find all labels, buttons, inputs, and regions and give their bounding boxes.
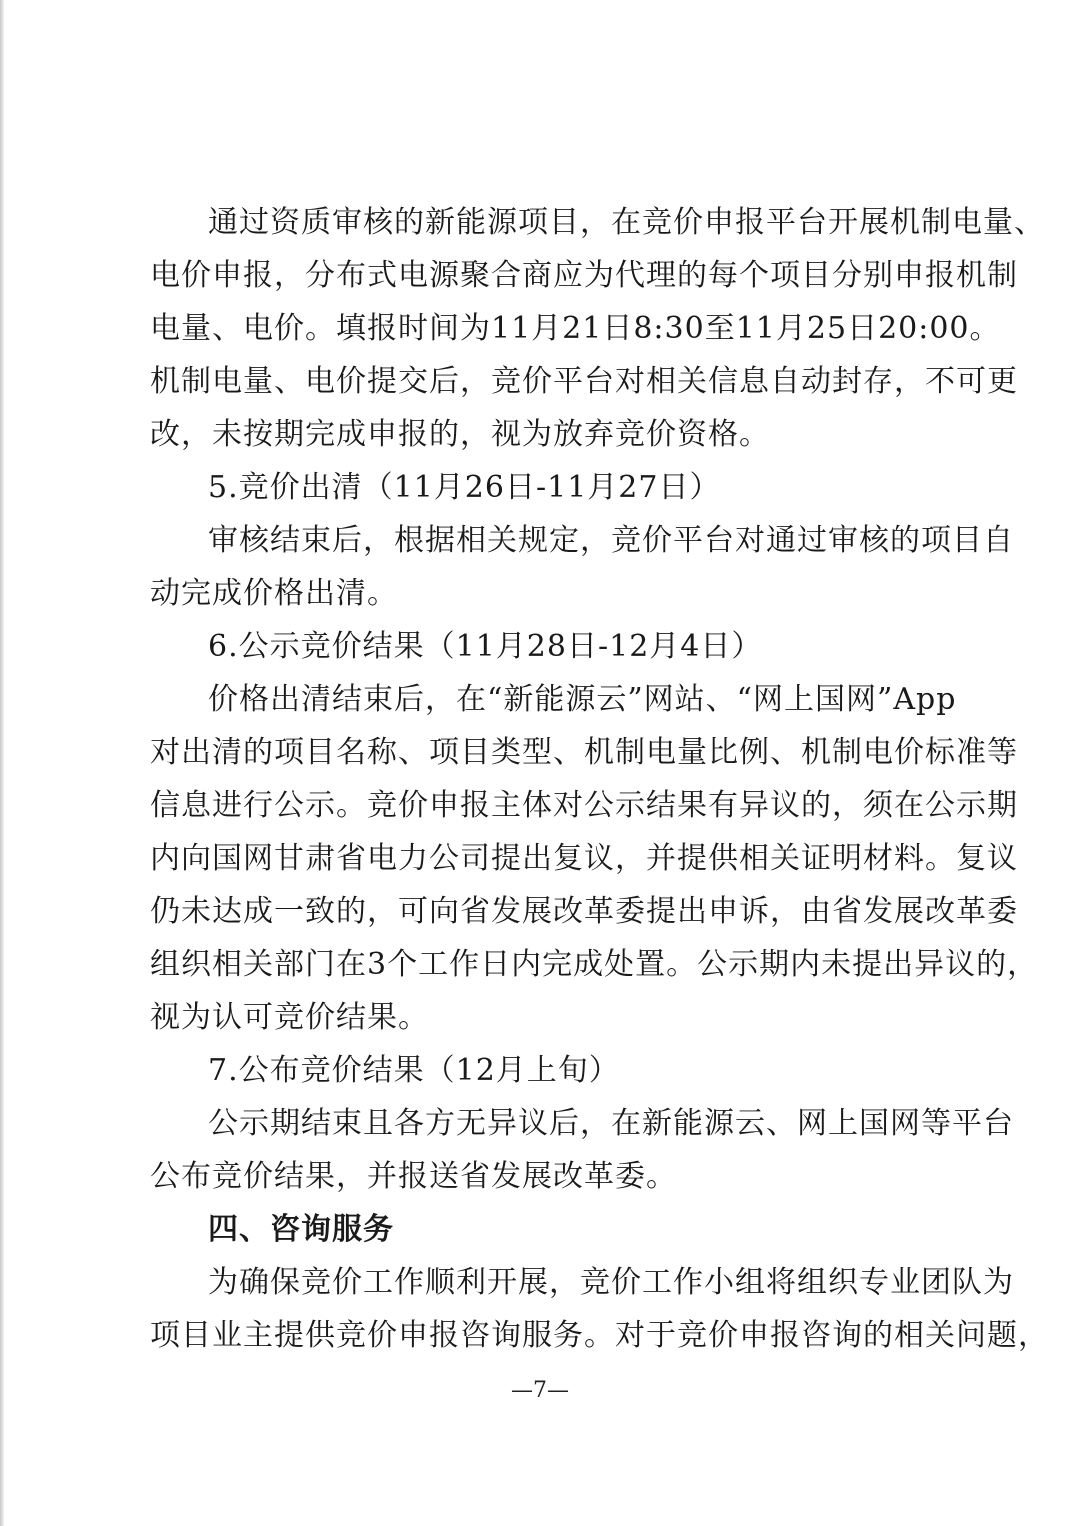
section-heading-5: 5.竞价出清（11月26日-11月27日） xyxy=(208,470,721,505)
section-heading-6: 6.公示竞价结果（11月28日-12月4日） xyxy=(208,629,763,664)
paragraph-line: 机制电量、电价提交后，竞价平台对相关信息自动封存，不可更 xyxy=(150,364,1018,399)
paragraph-line: 仍未达成一致的，可向省发展改革委提出申诉，由省发展改革委 xyxy=(150,894,1018,929)
paragraph-line: 项目业主提供竞价申报咨询服务。对于竞价申报咨询的相关问题， xyxy=(150,1318,1049,1353)
paragraph-line: 通过资质审核的新能源项目，在竞价申报平台开展机制电量、 xyxy=(208,205,1045,240)
paragraph-line: 为确保竞价工作顺利开展，竞价工作小组将组织专业团队为 xyxy=(208,1265,1014,1300)
document-body xyxy=(150,196,1049,1362)
paragraph-line: 视为认可竞价结果。 xyxy=(150,1000,429,1035)
paragraph-line: 审核结束后，根据相关规定，竞价平台对通过审核的项目自 xyxy=(208,523,1014,558)
paragraph-line: 电价申报，分布式电源聚合商应为代理的每个项目分别申报机制 xyxy=(150,258,1018,293)
paragraph-line: 公布竞价结果，并报送省发展改革委。 xyxy=(150,1159,677,1194)
paragraph-line: 电量、电价。填报时间为11月21日8:30至11月25日20:00。 xyxy=(150,311,1001,346)
page-number: —7— xyxy=(511,1378,569,1403)
paragraph-line: 改，未按期完成申报的，视为放弃竞价资格。 xyxy=(150,417,770,452)
paragraph-line: 价格出清结束后，在“新能源云”网站、“网上国网”App xyxy=(208,682,957,717)
paragraph-line: 对出清的项目名称、项目类型、机制电量比例、机制电价标准等 xyxy=(150,735,1018,770)
section-heading-consulting: 四、咨询服务 xyxy=(208,1212,394,1247)
paragraph-line: 内向国网甘肃省电力公司提出复议，并提供相关证明材料。复议 xyxy=(150,841,1018,876)
paragraph-line: 动完成价格出清。 xyxy=(150,576,398,611)
section-heading-7: 7.公布竞价结果（12月上旬） xyxy=(208,1053,620,1088)
paragraph-line: 信息进行公示。竞价申报主体对公示结果有异议的，须在公示期 xyxy=(150,788,1018,823)
scan-edge xyxy=(0,0,4,1526)
paragraph-line: 组织相关部门在3个工作日内完成处置。公示期内未提出异议的， xyxy=(150,947,1039,982)
paragraph-line: 公示期结束且各方无异议后，在新能源云、网上国网等平台 xyxy=(208,1106,1014,1141)
